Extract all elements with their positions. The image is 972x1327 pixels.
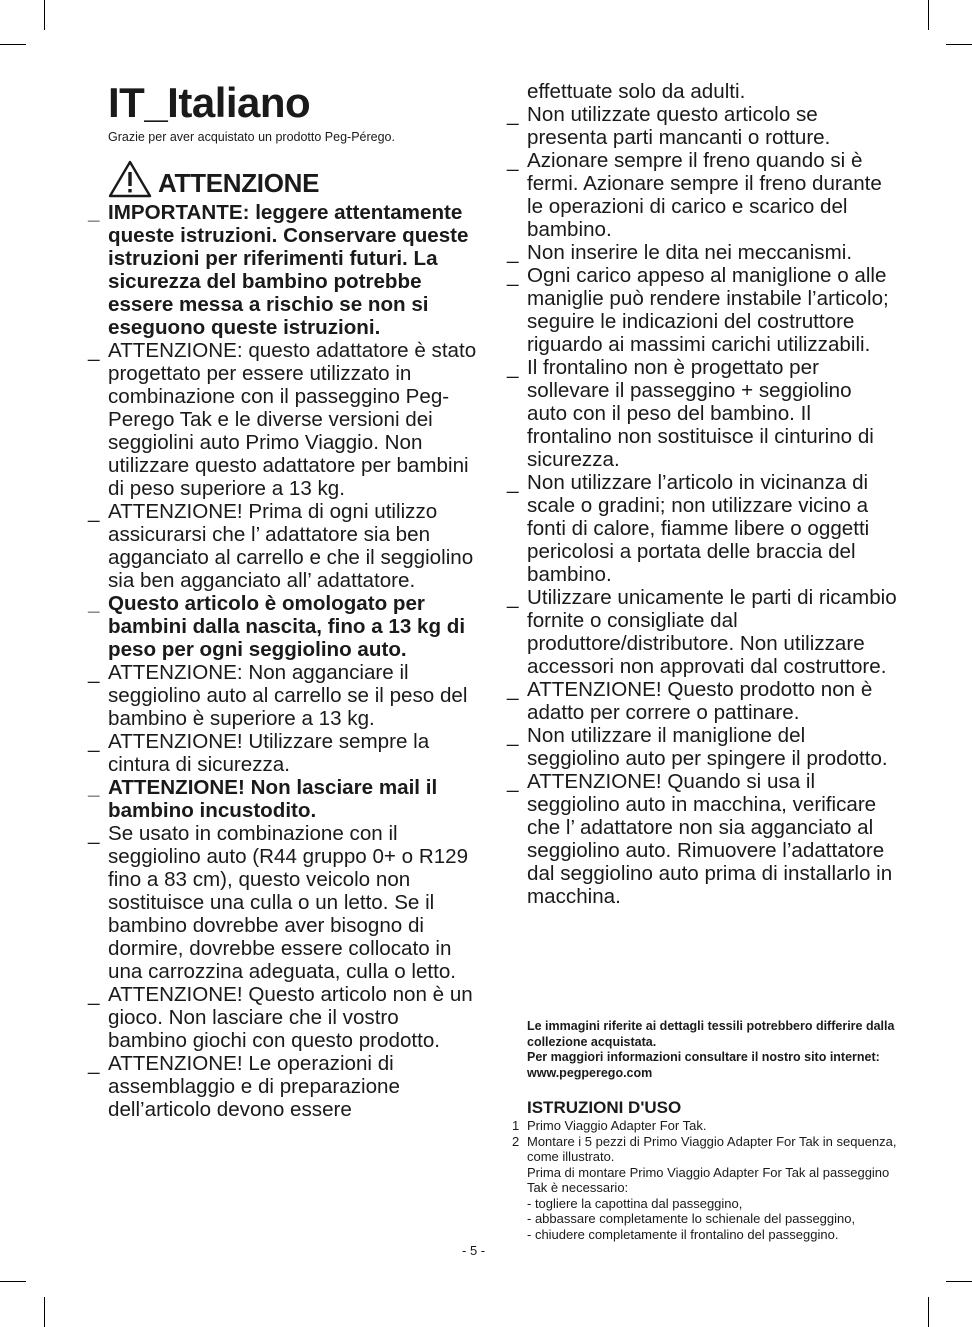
crop-mark — [928, 1297, 929, 1327]
bullet-dash: _ — [507, 586, 519, 609]
list-item — [507, 724, 897, 770]
step-line: - chiudere completamente il frontalino del passeggino. — [527, 1226, 839, 1242]
instruction-step — [507, 1134, 897, 1243]
step-line: Montare i 5 pezzi di Primo Viaggio Adapter For Tak in sequenza, come illustrato. — [527, 1133, 897, 1164]
list-item-text: ATTENZIONE! Questo articolo non è un gioco. Non lasciare che il vostro bambino giochi con questo prodotto. — [108, 983, 473, 1052]
list-item-text: ATTENZIONE! Le operazioni di assemblaggio e di preparazione dell’articolo devono essere — [108, 1052, 400, 1121]
crop-mark — [0, 1281, 26, 1282]
list-item-text: Non utilizzare il maniglione del seggiolino auto per spingere il prodotto. — [527, 724, 888, 770]
warning-label: ATTENZIONE — [158, 168, 320, 198]
textile-note — [527, 1019, 897, 1081]
list-item — [507, 241, 897, 264]
bullet-dash: _ — [507, 103, 519, 126]
list-item — [507, 103, 897, 149]
instructions-list — [507, 1118, 897, 1242]
bullet-dash: _ — [88, 661, 100, 684]
instruction-step — [507, 1118, 897, 1134]
list-item — [507, 678, 897, 724]
list-item-text: Utilizzare unicamente le parti di ricambio fornite o consigliate dal produttore/distributore. Non utilizzare accessori non approvati dal costruttore. — [527, 586, 897, 678]
list-item — [507, 471, 897, 586]
list-item-text: Se usato in combinazione con il seggiolino auto (R44 gruppo 0+ o R129 fino a 83 cm), questo veicolo non sostituisce una culla o un letto. Se il bambino dovrebbe aver bisogno di dormire, dovrebbe essere collocato in una carrozzina adeguata, culla o letto. — [108, 822, 469, 983]
step-number: 2 — [512, 1133, 520, 1149]
list-item — [88, 201, 478, 339]
list-item — [88, 592, 478, 661]
step-number: 1 — [512, 1118, 520, 1133]
crop-mark — [44, 1297, 45, 1327]
bullet-dash: _ — [88, 1052, 100, 1075]
list-item-text: Il frontalino non è progettato per sollevare il passeggino + seggiolino auto con il peso del bambino. Il frontalino non sostituisce il cinturino di sicurezza. — [527, 356, 874, 471]
instructions-title: ISTRUZIONI D'USO — [527, 1098, 682, 1117]
list-item — [88, 983, 478, 1052]
step-line: Prima di montare Primo Viaggio Adapter For Tak al passeggino Tak è necessario: — [527, 1164, 890, 1195]
list-item-text: Non inserire le dita nei meccanismi. — [527, 241, 853, 264]
list-item-text: ATTENZIONE! Non lasciare mail il bambino incustodito. — [108, 776, 438, 822]
list-item-text: ATTENZIONE! Quando si usa il seggiolino auto in macchina, verificare che l’ adattatore non sia agganciato al seggiolino auto. Rimuovere l’adattatore dal seggiolino auto prima di installarlo in macchina. — [527, 770, 893, 908]
list-item-text: ATTENZIONE! Utilizzare sempre la cintura di sicurezza. — [108, 730, 430, 776]
list-item — [88, 730, 478, 776]
bullet-dash: _ — [88, 592, 100, 615]
list-item — [88, 500, 478, 592]
crop-mark — [946, 44, 972, 45]
bullet-dash: _ — [88, 339, 100, 362]
step-line: - togliere la capottina dal passeggino, — [527, 1195, 743, 1211]
bullet-dash: _ — [507, 356, 519, 379]
warning-heading — [108, 160, 319, 198]
list-item — [88, 1052, 478, 1121]
bullet-dash: _ — [507, 149, 519, 172]
bullet-dash: _ — [88, 201, 100, 224]
bullet-dash: _ — [507, 264, 519, 287]
list-item-text: ATTENZIONE! Prima di ogni utilizzo assicurarsi che l’ adattatore sia ben agganciato al carrello e che il seggiolino sia ben agganciato all’ adattatore. — [108, 500, 474, 592]
list-item — [507, 586, 897, 678]
list-item-text: Ogni carico appeso al maniglione o alle maniglie può rendere instabile l’articolo; seguire le indicazioni del costruttore riguardo ai massimi carichi utilizzabili. — [527, 264, 889, 356]
crop-mark — [946, 1281, 972, 1282]
list-item — [88, 822, 478, 983]
warnings-list-left — [88, 201, 478, 1121]
crop-mark — [44, 0, 45, 30]
list-item — [507, 149, 897, 241]
crop-mark — [0, 44, 26, 45]
step-line: Primo Viaggio Adapter For Tak. — [527, 1118, 707, 1133]
bullet-dash: _ — [88, 730, 100, 753]
list-item-text: ATTENZIONE! Questo prodotto non è adatto per correre o pattinare. — [527, 678, 873, 724]
bullet-dash: _ — [507, 770, 519, 793]
list-item-text: Azionare sempre il freno quando si è fermi. Azionare sempre il freno durante le operazioni di carico e scarico del bambino. — [527, 149, 882, 241]
list-item-continuation: effettuate solo da adulti. — [527, 80, 746, 103]
bullet-dash: _ — [507, 678, 519, 701]
list-item — [507, 264, 897, 356]
bullet-dash: _ — [507, 241, 519, 264]
list-item — [88, 776, 478, 822]
bullet-dash: _ — [88, 822, 100, 845]
list-item-text: Questo articolo è omologato per bambini dalla nascita, fino a 13 kg di peso per ogni seggiolino auto. — [108, 592, 466, 661]
crop-mark — [928, 0, 929, 30]
list-item-text: Non utilizzate questo articolo se presenta parti mancanti o rotture. — [527, 103, 831, 149]
list-item — [507, 356, 897, 471]
bullet-dash: _ — [88, 983, 100, 1006]
bullet-dash: _ — [507, 471, 519, 494]
page-title: IT_Italiano — [108, 79, 311, 126]
list-item — [88, 339, 478, 500]
note-line: Per maggiori informazioni consultare il nostro sito internet: www.pegperego.com — [527, 1050, 880, 1080]
page-subtitle: Grazie per aver acquistato un prodotto Peg-Pérego. — [108, 130, 395, 144]
list-item — [88, 661, 478, 730]
list-item-text: ATTENZIONE: Non agganciare il seggiolino auto al carrello se il peso del bambino è superiore a 13 kg. — [108, 661, 468, 730]
list-item-text: Non utilizzare l’articolo in vicinanza di scale o gradini; non utilizzare vicino a fonti di calore, fiamme libere o oggetti pericolosi a portata delle braccia del bambino. — [527, 471, 870, 586]
bullet-dash: _ — [88, 776, 100, 799]
list-item-text: ATTENZIONE: questo adattatore è stato progettato per essere utilizzato in combinazione con il passeggino Peg-Perego Tak e le diverse versioni dei seggiolini auto Primo Viaggio. Non utilizzare questo adattatore per bambini di peso superiore a 13 kg. — [108, 339, 477, 500]
step-line: - abbassare completamente lo schienale del passeggino, — [527, 1211, 856, 1226]
page-number: - 5 - — [462, 1243, 486, 1258]
list-item — [507, 770, 897, 908]
warning-triangle-icon — [108, 160, 152, 198]
warnings-list-right — [507, 80, 897, 908]
bullet-dash: _ — [507, 724, 519, 747]
bullet-dash: _ — [88, 500, 100, 523]
list-item-text: IMPORTANTE: leggere attentamente queste istruzioni. Conservare queste istruzioni per riferimenti futuri. La sicurezza del bambino potrebbe essere messa a rischio se non si eseguono queste istruzioni. — [108, 201, 469, 339]
note-line: Le immagini riferite ai dettagli tessili potrebbero differire dalla collezione acquistata. — [527, 1019, 895, 1049]
